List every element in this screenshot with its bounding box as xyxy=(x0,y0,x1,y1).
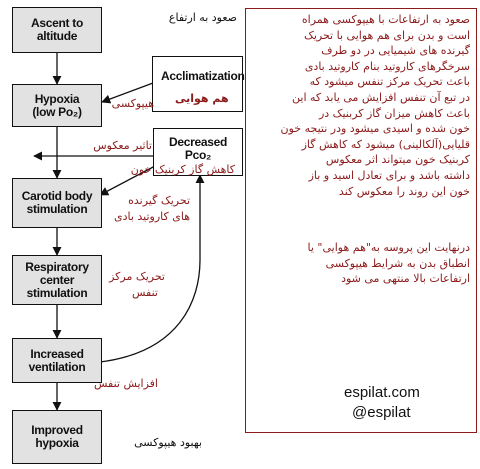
explanation-line: در تبع آن تنفس افزایش می یابد که این xyxy=(292,90,470,104)
box-ventilation-line2: ventilation xyxy=(28,359,86,374)
label-resp-fa-2: تنفس xyxy=(132,286,158,299)
explanation-paragraph-2 xyxy=(308,240,470,287)
box-acclimatization-title: Acclimatization xyxy=(161,69,245,83)
box-improved-line1: Improved xyxy=(31,423,83,437)
box-increased-ventilation xyxy=(12,338,102,383)
explanation-line: است و بدن برای هم هوایی با تحریک xyxy=(303,28,470,42)
explanation-line: ارتفاعات بالا منتهی می شود xyxy=(341,272,470,286)
label-improved-fa: بهبود هیپوکسی xyxy=(134,436,202,449)
explanation-line: باعث تحریک مرکز تنفس میشود که xyxy=(309,75,470,89)
explanation-line: خون شده و اسیدی میشود ودر نتیجه خون xyxy=(280,122,470,136)
box-hypoxia-line2: (low Po₂) xyxy=(32,104,82,119)
box-improved-hypoxia xyxy=(12,410,102,464)
label-carotid-fa-1: تحریک گیرنده xyxy=(128,194,190,207)
box-acclimatization xyxy=(152,56,243,112)
explanation-line: انطباق بدن به شرایط هیپوکسی xyxy=(325,256,470,270)
box-ascent-line2: altitude xyxy=(36,29,78,43)
box-pco2-line1: Decreased xyxy=(168,135,227,149)
explanation-paragraph-1 xyxy=(281,12,470,199)
explanation-line: قلیایی(آلکالینی) میشود که کاهش گاز xyxy=(301,137,470,151)
label-carotid-fa-2: های کاروتید بادی xyxy=(113,210,190,223)
box-respiratory-line2: stimulation xyxy=(26,285,88,300)
box-respiratory-center-stimulation xyxy=(12,255,102,305)
box-ascent-line1: Ascent to xyxy=(31,16,83,30)
label-resp-fa-1: تحریک مرکز xyxy=(109,270,165,283)
explanation-line: گیرنده های شیمیایی در دو طرف xyxy=(321,44,470,58)
explanation-line: درنهایت این پروسه به"هم هوایی" یا xyxy=(307,241,470,254)
box-ventilation-line1: Increased xyxy=(30,346,84,361)
explanation-line: سرخگرهای کاروتید بنام کاروتید بادی xyxy=(304,59,470,73)
brand-handle: @espilat xyxy=(352,404,411,421)
box-pco2-line2: Pco₂ xyxy=(184,148,212,162)
label-ascent-fa: صعود به ارتفاع xyxy=(168,11,237,24)
label-feedback-fa: تاثیر معکوس xyxy=(93,139,152,152)
box-hypoxia-line1: Hypoxia xyxy=(34,91,80,106)
explanation-line: باعث کاهش میزان گاز کربنیک در xyxy=(318,106,470,120)
box-respiratory-line1: Respiratory center xyxy=(25,259,89,287)
box-ascent-to-altitude xyxy=(12,7,102,53)
explanation-line: کربنیک خون میتواند اثر معکوس xyxy=(325,153,470,167)
box-carotid-line2: stimulation xyxy=(26,202,88,216)
box-improved-line2: hypoxia xyxy=(35,436,79,450)
box-carotid-body-stimulation xyxy=(12,178,102,228)
label-co2-drop-fa: کاهش گاز کربنیک خون xyxy=(130,163,235,176)
box-carotid-line1: Carotid body xyxy=(21,189,93,203)
box-acclimatization-persian: هم هوایی xyxy=(175,92,229,105)
box-hypoxia xyxy=(12,84,102,127)
label-hypoxia-fa: هیپوکسی xyxy=(111,97,154,110)
explanation-line: صعود به ارتفاعات با هیپوکسی همراه xyxy=(301,13,470,26)
explanation-line: داشته باشد و برای تعادل اسید و باز xyxy=(308,168,470,182)
brand-site: espilat.com xyxy=(344,384,420,401)
label-ventilation-fa: افزایش تنفس xyxy=(94,377,158,390)
explanation-line: خون این روند را معکوس کند xyxy=(338,184,470,198)
